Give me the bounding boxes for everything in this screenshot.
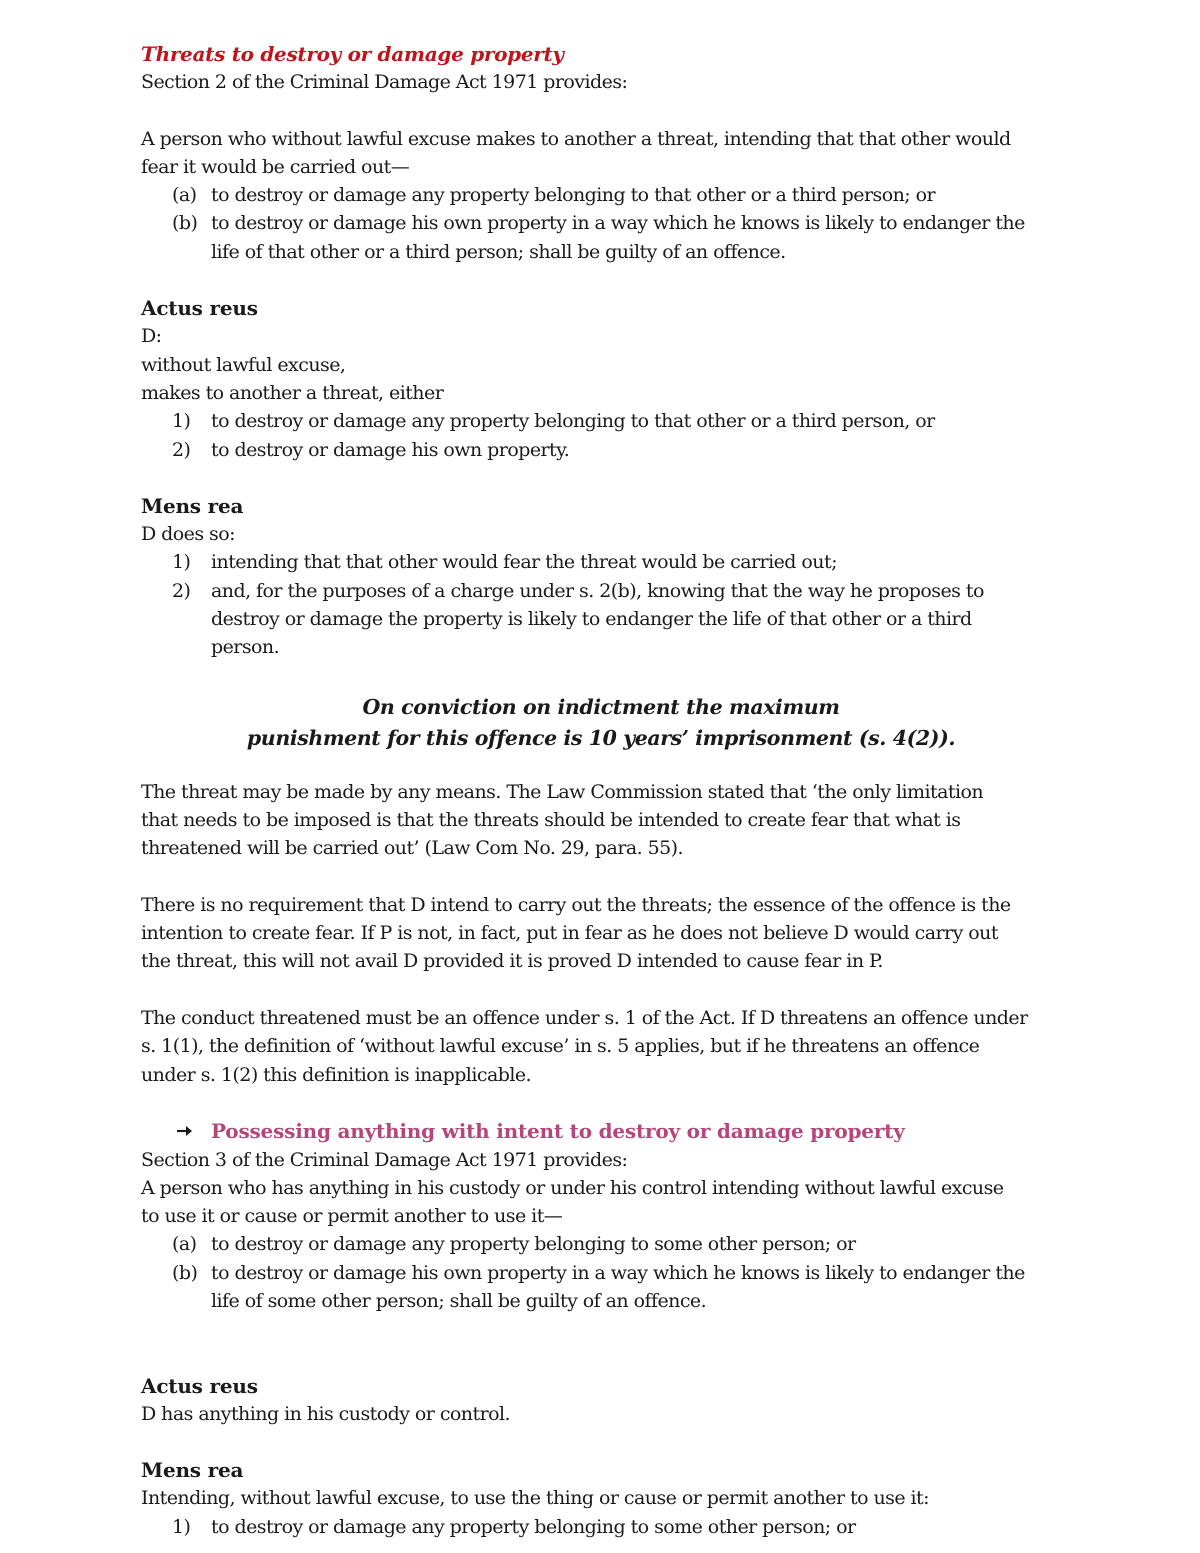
section-title-text: Possessing anything with intent to destroy or damage property <box>211 1119 905 1144</box>
statute-paragraph-line: fear it would be carried out— <box>141 155 410 178</box>
list-item-text: to destroy or damage his own property in a way which he knows is likely to endanger the <box>211 1261 1025 1284</box>
text-line: D: <box>141 325 162 348</box>
list-item <box>141 1513 1061 1541</box>
statute-paragraph-line: A person who without lawful excuse makes to another a threat, intending that that other would <box>141 127 1011 150</box>
section-title-possessing <box>141 1117 1061 1145</box>
paragraph-line: The conduct threatened must be an offence under s. 1 of the Act. If D threatens an offence under <box>141 1007 1028 1030</box>
paragraph-line: The threat may be made by any means. The Law Commission stated that ‘the only limitation <box>141 780 984 803</box>
list-item-continuation: destroy or damage the property is likely to endanger the life of that other or a third <box>211 608 972 631</box>
list-item <box>141 436 1061 464</box>
list-item-text: to destroy or damage his own property in a way which he knows is likely to endanger the <box>211 212 1025 235</box>
heading-mens-rea: Mens rea <box>141 494 244 519</box>
text-line: makes to another a threat, either <box>141 381 444 404</box>
list-marker: 1) <box>172 1515 191 1538</box>
paragraph-line: threatened will be carried out’ (Law Com No. 29, para. 55). <box>141 837 684 860</box>
list-item <box>141 548 1061 576</box>
paragraph-line: under s. 1(2) this definition is inapplicable. <box>141 1063 532 1086</box>
heading-mens-rea: Mens rea <box>141 1458 244 1483</box>
list-item-text: to destroy or damage his own property. <box>211 438 570 461</box>
list-item <box>141 209 1061 237</box>
statute-paragraph-line: A person who has anything in his custody or under his control intending without lawful excuse <box>141 1176 1004 1199</box>
list-item <box>141 577 1061 605</box>
list-item-text: to destroy or damage any property belonging to some other person; or <box>211 1515 856 1538</box>
list-marker: 2) <box>172 579 191 602</box>
heading-actus-reus: Actus reus <box>141 1373 258 1398</box>
list-item-text: and, for the purposes of a charge under s. 2(b), knowing that the way he proposes to <box>211 579 984 602</box>
list-item <box>141 181 1061 209</box>
statute-paragraph-line: to use it or cause or permit another to use it— <box>141 1205 563 1228</box>
punishment-line: punishment for this offence is 10 years’ imprisonment (s. 4(2)). <box>246 725 956 750</box>
paragraph-line: the threat, this will not avail D provided it is proved D intended to cause fear in P. <box>141 950 883 973</box>
paragraph-line: that needs to be imposed is that the threats should be intended to create fear that what is <box>141 808 961 831</box>
list-item-text: to destroy or damage any property belonging to that other or a third person; or <box>211 184 936 207</box>
document-page <box>141 40 1061 1541</box>
list-marker: 1) <box>172 410 191 433</box>
text-line: D has anything in his custody or control. <box>141 1402 511 1425</box>
list-item <box>141 1230 1061 1258</box>
paragraph-line: s. 1(1), the definition of ‘without lawful excuse’ in s. 5 applies, but if he threatens an offence <box>141 1035 980 1058</box>
list-item-continuation: person. <box>211 636 280 659</box>
list-item-text: intending that that other would fear the threat would be carried out; <box>211 551 837 574</box>
list-item-text: to destroy or damage any property belonging to some other person; or <box>211 1233 856 1256</box>
heading-actus-reus: Actus reus <box>141 296 258 321</box>
list-item <box>141 407 1061 435</box>
list-item <box>141 1259 1061 1287</box>
section-title-threats: Threats to destroy or damage property <box>141 42 564 66</box>
arrow-right-icon <box>175 1121 197 1141</box>
text-line: without lawful excuse, <box>141 353 346 376</box>
section-intro: Section 3 of the Criminal Damage Act 1971 provides: <box>141 1148 628 1171</box>
list-marker: (a) <box>172 184 197 207</box>
text-line: Intending, without lawful excuse, to use the thing or cause or permit another to use it: <box>141 1487 929 1510</box>
paragraph-line: There is no requirement that D intend to carry out the threats; the essence of the offence is the <box>141 893 1011 916</box>
paragraph-line: intention to create fear. If P is not, in fact, put in fear as he does not believe D would carry out <box>141 922 998 945</box>
list-item-continuation: life of that other or a third person; shall be guilty of an offence. <box>211 240 786 263</box>
section-intro: Section 2 of the Criminal Damage Act 1971 provides: <box>141 71 628 93</box>
list-marker: (b) <box>172 212 198 235</box>
text-line: D does so: <box>141 523 235 546</box>
list-item-continuation: life of some other person; shall be guilty of an offence. <box>211 1289 707 1312</box>
list-item-text: to destroy or damage any property belonging to that other or a third person, or <box>211 410 935 433</box>
list-marker: (a) <box>172 1233 197 1256</box>
list-marker: (b) <box>172 1261 198 1284</box>
list-marker: 1) <box>172 551 191 574</box>
list-marker: 2) <box>172 438 191 461</box>
punishment-line: On conviction on indictment the maximum <box>362 694 840 719</box>
